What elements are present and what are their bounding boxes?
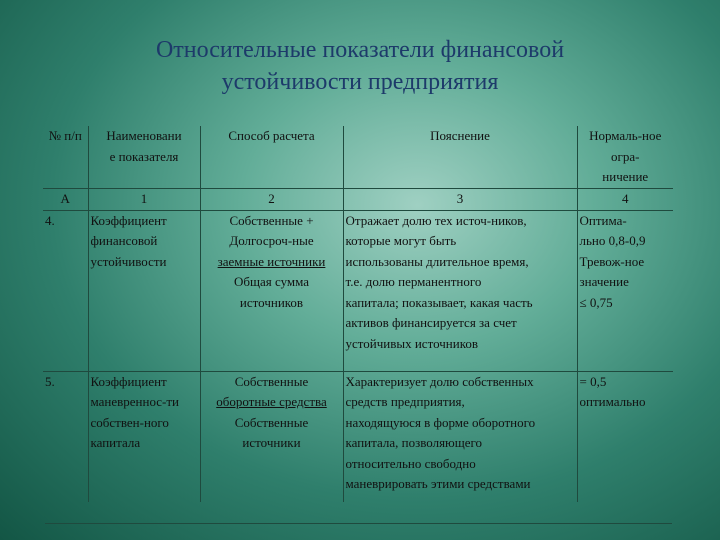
title-line-2: устойчивости предприятия xyxy=(221,69,499,95)
norm-value: Оптима- льно 0,8-0,9 Тревож-ное значение ≤ 0,75 xyxy=(577,210,673,371)
slide-title xyxy=(60,34,660,98)
row-number: 4. xyxy=(43,210,88,371)
header-number: № п/п xyxy=(43,126,88,188)
header-method: Способ расчета xyxy=(200,126,343,188)
column-number: 2 xyxy=(200,188,343,210)
column-number: 1 xyxy=(88,188,200,210)
header-name: Наименовани е показателя xyxy=(88,126,200,188)
explanation: Характеризует долю собственных средств предприятия, находящуюся в форме оборотного капитала, позволяющего относительно свободно маневрировать этими средствами xyxy=(343,371,577,502)
table-row xyxy=(43,210,673,371)
table-header-row xyxy=(43,126,673,188)
column-number: А xyxy=(43,188,88,210)
header-norm: Нормаль-ное огра- ничение xyxy=(577,126,673,188)
calculation-method: Собственные оборотные средства Собственные источники xyxy=(200,371,343,502)
indicator-name: Коэффициент финансовой устойчивости xyxy=(88,210,200,371)
title-line-1: Относительные показатели финансовой xyxy=(155,37,565,63)
calculation-method: Собственные + Долгосроч-ные заемные источники Общая сумма источников xyxy=(200,210,343,371)
column-numbers-row xyxy=(43,188,673,210)
bottom-divider xyxy=(45,523,672,524)
explanation: Отражает долю тех источ-ников, которые могут быть использованы длительное время, т.е. долю перманентного капитала; показывает, какая часть активов финансируется за счет устойчивых источников xyxy=(343,210,577,371)
table-row xyxy=(43,371,673,502)
header-explanation: Пояснение xyxy=(343,126,577,188)
indicators-table xyxy=(43,126,673,502)
row-number: 5. xyxy=(45,373,55,389)
norm-value: = 0,5 оптимально xyxy=(577,371,673,502)
column-number: 3 xyxy=(343,188,577,210)
column-number: 4 xyxy=(577,188,673,210)
indicator-name: Коэффициент маневреннос-ти собствен-ного капитала xyxy=(88,371,200,502)
